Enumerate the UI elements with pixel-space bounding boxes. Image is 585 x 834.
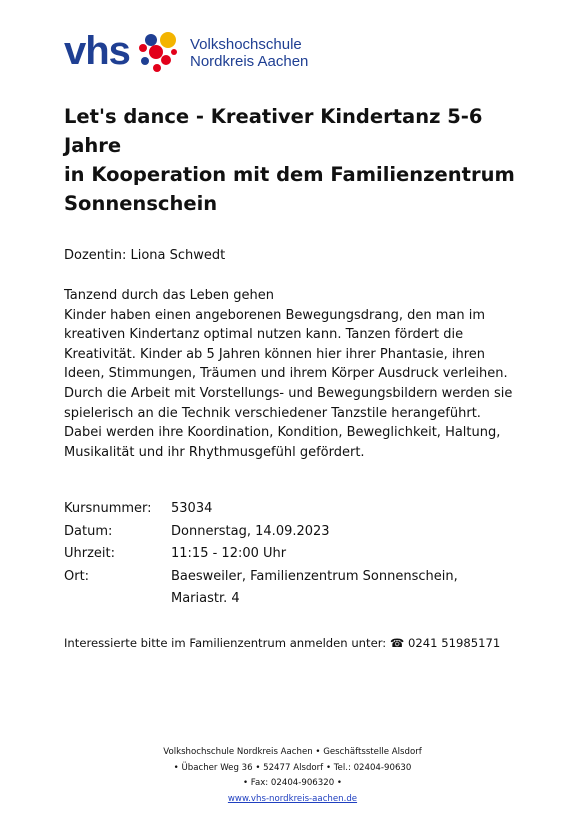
footer-line2: • Übacher Weg 36 • 52477 Alsdorf • Tel.: 02404-90630 bbox=[173, 762, 412, 773]
logo-dots-icon bbox=[138, 28, 186, 76]
registration-phone: 0241 51985171 bbox=[408, 636, 501, 650]
page-footer bbox=[0, 745, 585, 807]
detail-label: Kursnummer: bbox=[64, 501, 152, 516]
detail-label: Datum: bbox=[64, 523, 113, 539]
detail-row-ort bbox=[64, 566, 534, 611]
description-line: Musikalität und ihr Rhythmusgefühl gefördert. bbox=[64, 444, 365, 460]
detail-row-kursnummer bbox=[64, 498, 534, 521]
website-link[interactable]: www.vhs-nordkreis-aachen.de bbox=[227, 793, 358, 804]
detail-value-uhrzeit: 11:15 - 12:00 Uhr bbox=[171, 546, 287, 561]
description-line: Ideen, Stimmungen, Träumen und ihrem Körper Ausdruck verleihen. bbox=[64, 366, 508, 382]
title-line: in Kooperation mit dem Familienzentrum bbox=[64, 163, 515, 186]
course-description bbox=[64, 286, 534, 462]
description-line: Kinder haben einen angeborenen Bewegungsdrang, den man im bbox=[64, 307, 485, 323]
logo-wordmark: vhs bbox=[64, 29, 130, 73]
detail-row-datum bbox=[64, 521, 534, 544]
detail-label: Uhrzeit: bbox=[64, 546, 116, 561]
footer-line1: Volkshochschule Nordkreis Aachen • Geschäftsstelle Alsdorf bbox=[163, 747, 422, 757]
title-line: Let's dance - Kreativer Kindertanz 5-6 bbox=[64, 105, 483, 128]
detail-value-datum: Donnerstag, 14.09.2023 bbox=[171, 523, 330, 539]
detail-value-ort bbox=[171, 566, 534, 611]
detail-value-kursnummer: 53034 bbox=[171, 501, 213, 516]
org-name-line2: Nordkreis Aachen bbox=[190, 53, 309, 70]
phone-icon: ☎ bbox=[389, 636, 405, 650]
footer-fax: • Fax: 02404-906320 • bbox=[243, 778, 342, 788]
description-line: kreativen Kindertanz optimal nutzen kann. Tanzen fördert die bbox=[64, 327, 464, 343]
title-line: Jahre bbox=[64, 134, 122, 157]
description-line: Tanzend durch das Leben gehen bbox=[64, 288, 274, 303]
description-line: Durch die Arbeit mit Vorstellungs- und Bewegungsbildern werden sie bbox=[64, 385, 513, 401]
ort-line: Baesweiler, Familienzentrum Sonnenschein, bbox=[171, 568, 458, 584]
detail-label: Ort: bbox=[64, 568, 90, 584]
course-title bbox=[64, 102, 534, 218]
teacher-line: Dozentin: Liona Schwedt bbox=[64, 248, 226, 263]
org-name-line1: Volkshochschule bbox=[190, 36, 302, 53]
description-line: Dabei werden ihre Koordination, Kondition, Beweglichkeit, Haltung, bbox=[64, 425, 501, 441]
detail-row-uhrzeit bbox=[64, 543, 534, 566]
org-name bbox=[190, 36, 308, 70]
ort-line: Mariastr. 4 bbox=[171, 591, 240, 606]
description-line: Kreativität. Kinder ab 5 Jahren können hier ihrer Phantasie, ihren bbox=[64, 346, 486, 362]
description-line: spielerisch an die Technik verschiedener Tanzstile herangeführt. bbox=[64, 405, 481, 421]
vhs-logo bbox=[64, 28, 324, 76]
registration-note bbox=[64, 634, 500, 652]
course-details bbox=[64, 498, 534, 611]
title-line: Sonnenschein bbox=[64, 192, 218, 215]
registration-text: Interessierte bitte im Familienzentrum anmelden unter: bbox=[64, 636, 390, 650]
footer-line3 bbox=[0, 776, 585, 807]
